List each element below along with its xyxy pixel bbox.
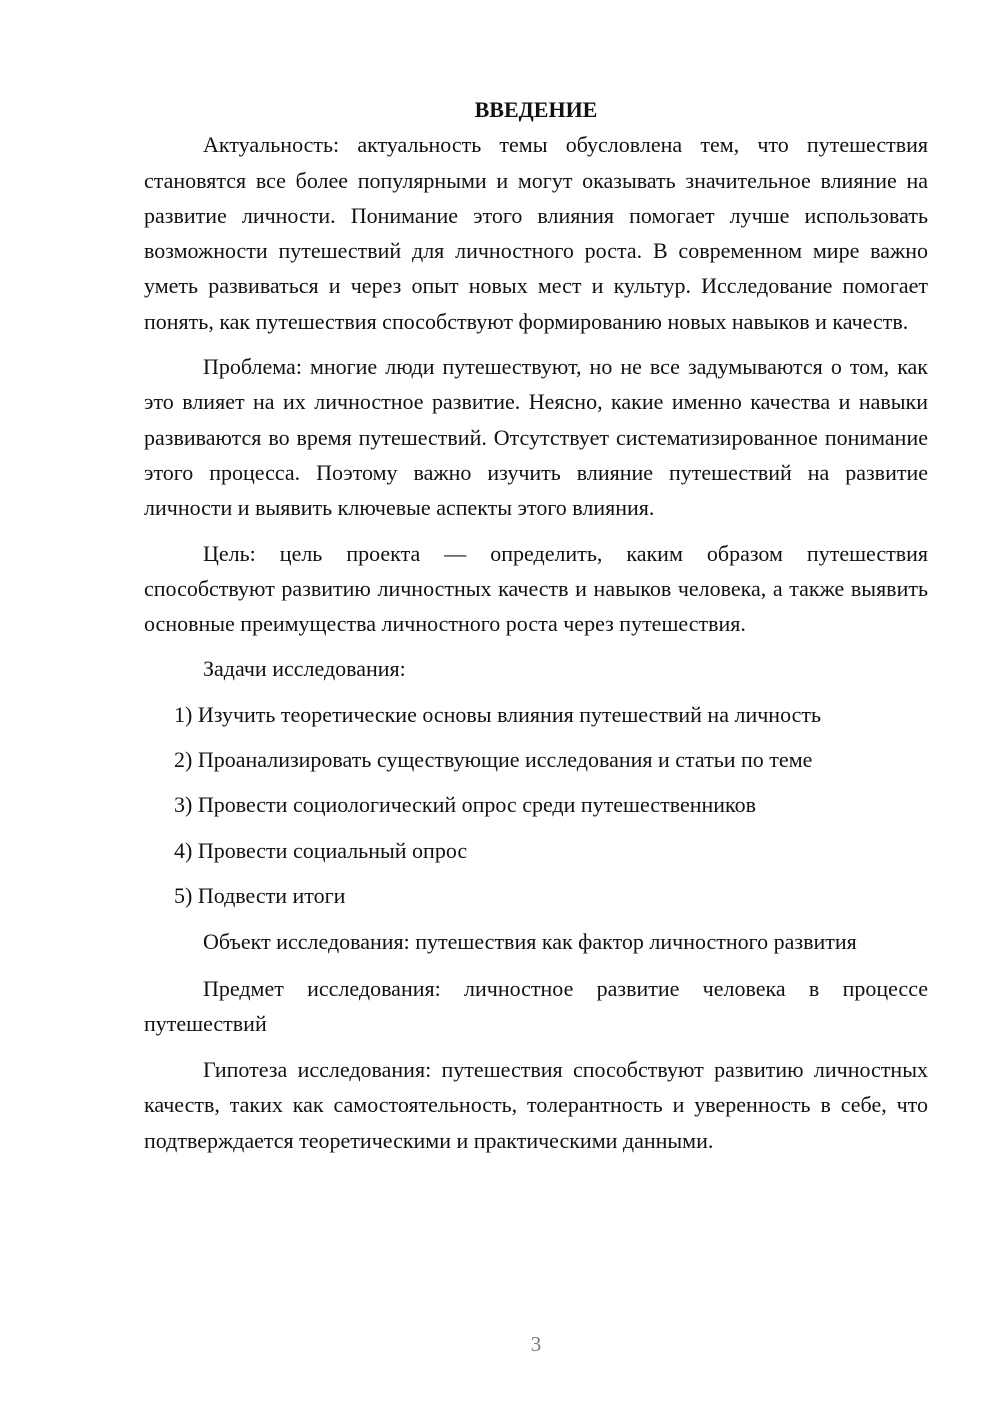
problem-paragraph: Проблема: многие люди путешествуют, но не все задумываются о том, как это влияет на их личностное развитие. Неясно, какие именно качества и навыки развиваются во время путешествий. Отсутствует систематизированное понимание этого процесса. Поэтому важно изучить влияние путешествий на развитие личности и выявить ключевые аспекты этого влияния. — [144, 354, 928, 521]
object-paragraph: Объект исследования: путешествия как фактор личностного развития — [203, 929, 857, 955]
page-content — [144, 92, 928, 1158]
list-item: 5) Подвести итоги — [174, 882, 346, 908]
list-item: 4) Провести социальный опрос — [174, 837, 468, 863]
goal-paragraph: Цель: цель проекта — определить, каким образом путешествия способствуют развитию личностных качеств и навыков человека, а также выявить основные преимущества личностного роста через путешествия. — [144, 540, 928, 637]
page-number: 3 — [530, 1332, 542, 1356]
list-item: 1) Изучить теоретические основы влияния путешествий на личность — [174, 701, 822, 727]
hypothesis-paragraph: Гипотеза исследования: путешествия способствуют развитию личностных качеств, таких как самостоятельность, толерантность и уверенность в себе, что подтверждается теоретическими и практическими данными. — [144, 1057, 928, 1153]
subject-paragraph: Предмет исследования: личностное развитие человека в процессе путешествий — [144, 975, 928, 1036]
tasks-heading: Задачи исследования: — [203, 656, 406, 682]
page-title: ВВЕДЕНИЕ — [474, 97, 598, 122]
tasks-list — [144, 697, 928, 913]
relevance-paragraph: Актуальность: актуальность темы обусловлена тем, что путешествия становятся все более популярными и могут оказывать значительное влияние на развитие личности. Понимание этого влияния помогает лучше использовать возможности путешествий для личностного роста. В современном мире важно уметь развиваться и через опыт новых мест и культур. Исследование помогает понять, как путешествия способствуют формированию новых навыков и качеств. — [144, 132, 928, 334]
list-item: 3) Провести социологический опрос среди путешественников — [174, 792, 756, 818]
list-item: 2) Проанализировать существующие исследования и статьи по теме — [174, 747, 813, 773]
